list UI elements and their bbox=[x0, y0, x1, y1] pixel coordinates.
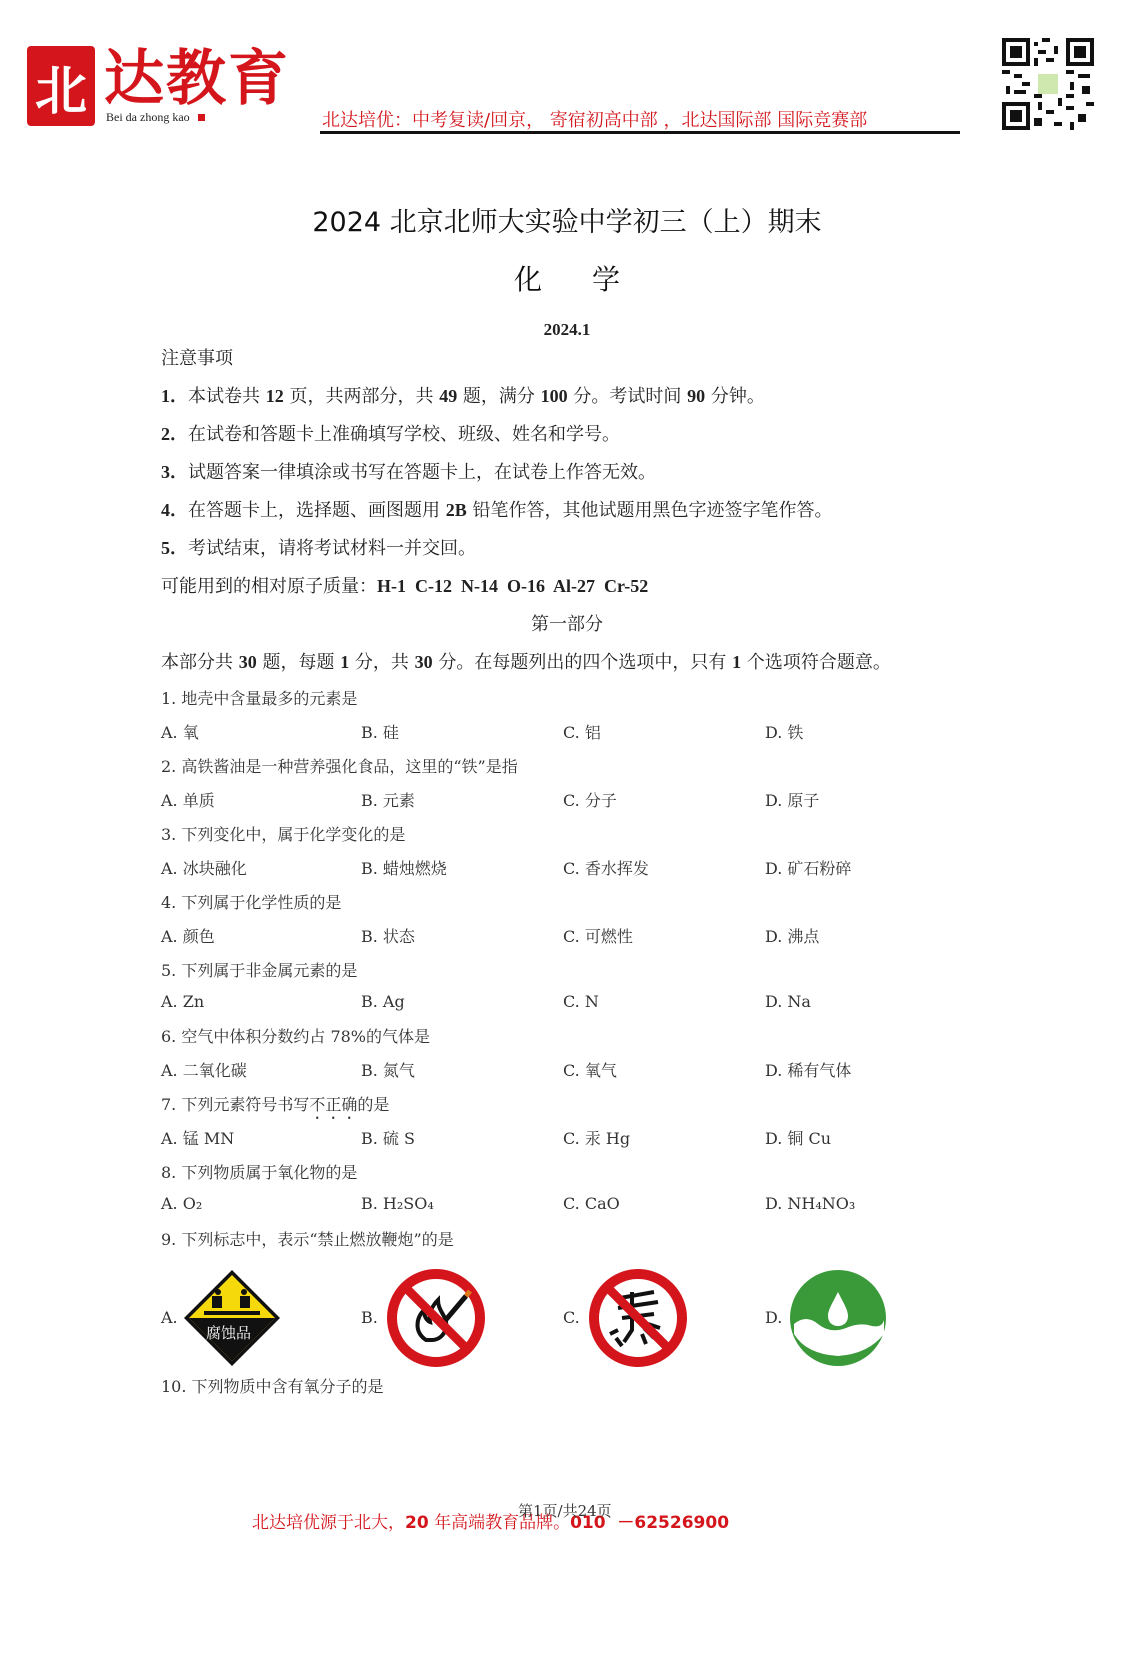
option: C. CaO bbox=[563, 1194, 620, 1213]
option: A. 颜色 bbox=[161, 927, 215, 946]
option: C. 汞 Hg bbox=[563, 1129, 631, 1148]
water-saving-sign-icon bbox=[788, 1268, 888, 1368]
notice-item: 3．试题答案一律填涂或书写在答题卡上，在试卷上作答无效。 bbox=[161, 462, 656, 483]
subject-title: 化学 bbox=[513, 263, 670, 296]
logo-subtitle: Bei da zhong kao bbox=[106, 110, 205, 125]
option: C. N bbox=[563, 992, 599, 1011]
notice-heading: 注意事项 bbox=[161, 348, 233, 369]
logo-title: 达教育 bbox=[104, 44, 290, 114]
option: C. 香水挥发 bbox=[563, 859, 649, 878]
option: D. 沸点 bbox=[765, 927, 820, 946]
option: D. 原子 bbox=[765, 791, 820, 810]
option: A. 单质 bbox=[161, 791, 215, 810]
no-firecrackers-sign-icon bbox=[588, 1268, 688, 1368]
option: A. 冰块融化 bbox=[161, 859, 247, 878]
header-slogan: 北达培优：中考复读/回京， 寄宿初高中部 ，北达国际部 国际竞赛部 bbox=[322, 110, 868, 131]
question-stem: 3. 下列变化中，属于化学变化的是 bbox=[161, 825, 406, 844]
question-stem: 7. 下列元素符号书写不正确的是 bbox=[161, 1095, 390, 1114]
option: C. 可燃性 bbox=[563, 927, 633, 946]
question-stem: 1. 地壳中含量最多的元素是 bbox=[161, 689, 358, 708]
question-stem: 9. 下列标志中，表示“禁止燃放鞭炮”的是 bbox=[161, 1230, 454, 1249]
notice-item: 1．本试卷共 12 页，共两部分，共 49 题，满分 100 分。考试时间 90 分钟。 bbox=[161, 386, 765, 407]
atomic-mass-line: 可能用到的相对原子质量：H-1 C-12 N-14 O-16 Al-27 Cr-52 bbox=[161, 576, 649, 597]
option: C. bbox=[563, 1308, 580, 1327]
part1-intro: 本部分共 30 题，每题 1 分，共 30 分。在每题列出的四个选项中，只有 1 个选项符合题意。 bbox=[161, 652, 891, 673]
no-open-flame-sign-icon bbox=[386, 1268, 486, 1368]
qr-code-icon bbox=[1002, 38, 1094, 130]
option: C. 铝 bbox=[563, 723, 601, 742]
page-number: 第1页/共24页 bbox=[518, 1502, 612, 1520]
logo-mark: 北 bbox=[27, 46, 95, 126]
option: B. bbox=[361, 1308, 378, 1327]
corrosive-sign-icon: 腐蚀品 bbox=[182, 1268, 282, 1368]
option: D. NH₄NO₃ bbox=[765, 1194, 856, 1213]
option: A. 氧 bbox=[161, 723, 199, 742]
exam-date: 2024.1 bbox=[543, 320, 591, 339]
option: B. 蜡烛燃烧 bbox=[361, 859, 447, 878]
option: D. 矿石粉碎 bbox=[765, 859, 852, 878]
option: C. 氧气 bbox=[563, 1061, 617, 1080]
exam-title: 2024 北京北师大实验中学初三（上）期末 bbox=[312, 207, 822, 238]
option: B. H₂SO₄ bbox=[361, 1194, 434, 1213]
option: D. 铜 Cu bbox=[765, 1129, 832, 1148]
option: A. 二氧化碳 bbox=[161, 1061, 247, 1080]
option: D. 铁 bbox=[765, 723, 804, 742]
option: B. 元素 bbox=[361, 791, 415, 810]
question-stem: 4. 下列属于化学性质的是 bbox=[161, 893, 342, 912]
option: B. Ag bbox=[361, 992, 405, 1011]
option: C. 分子 bbox=[563, 791, 617, 810]
header-divider bbox=[320, 131, 960, 134]
option: A. Zn bbox=[161, 992, 205, 1011]
option: A. O₂ bbox=[161, 1194, 203, 1213]
option: B. 硅 bbox=[361, 723, 399, 742]
footer-slogan: 北达培优源于北大，20 年高端教育品牌。010 －62526900 bbox=[252, 1513, 730, 1533]
notice-item: 4．在答题卡上，选择题、画图题用 2B 铅笔作答，其他试题用黑色字迹签字笔作答。 bbox=[161, 500, 833, 521]
notice-item: 5．考试结束，请将考试材料一并交回。 bbox=[161, 538, 476, 559]
question-stem: 6. 空气中体积分数约占 78%的气体是 bbox=[161, 1027, 431, 1046]
option: B. 硫 S bbox=[361, 1129, 415, 1148]
notice-item: 2．在试卷和答题卡上准确填写学校、班级、姓名和学号。 bbox=[161, 424, 620, 445]
option: D. bbox=[765, 1308, 783, 1327]
part1-title: 第一部分 bbox=[531, 614, 603, 635]
question-stem: 2. 高铁酱油是一种营养强化食品，这里的“铁”是指 bbox=[161, 757, 518, 776]
question-stem: 8. 下列物质属于氧化物的是 bbox=[161, 1163, 358, 1182]
question-stem: 10. 下列物质中含有氧分子的是 bbox=[161, 1377, 384, 1396]
option: B. 状态 bbox=[361, 927, 415, 946]
option: A. bbox=[161, 1308, 178, 1327]
option: B. 氮气 bbox=[361, 1061, 415, 1080]
option: D. 稀有气体 bbox=[765, 1061, 852, 1080]
option: A. 锰 MN bbox=[161, 1129, 235, 1148]
option: D. Na bbox=[765, 992, 811, 1011]
question-stem: 5. 下列属于非金属元素的是 bbox=[161, 961, 358, 980]
